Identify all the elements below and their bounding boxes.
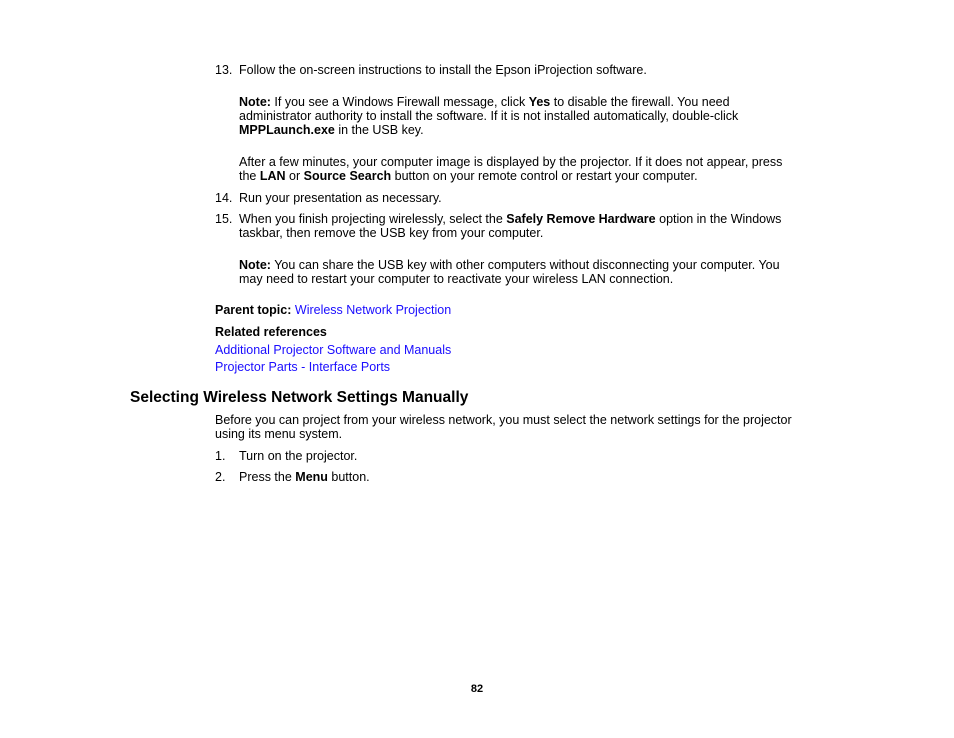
- mpplaunch-keyword: MPPLaunch.exe: [239, 123, 335, 137]
- section-step-2-number: 2.: [215, 470, 226, 484]
- parent-topic-link[interactable]: Wireless Network Projection: [294, 303, 452, 317]
- step-15-text: When you finish projecting wirelessly, select the Safely Remove Hardware option in the Windows taskbar, then remove the USB key from your computer.: [239, 212, 782, 240]
- yes-keyword: Yes: [528, 95, 551, 109]
- note-label: Note:: [239, 258, 271, 272]
- note-firewall: Note: If you see a Windows Firewall message, click Yes to disable the firewall. You need administrator authority to install the software. If it is not installed automatically, double-click MPPLaunch.exe in the USB key.: [239, 95, 739, 137]
- section-intro: Before you can project from your wireless network, you must select the network settings for the projector using its menu system.: [215, 413, 792, 441]
- step-14-number: 14.: [215, 191, 233, 205]
- related-references-heading: Related references: [215, 325, 327, 339]
- parent-topic-label: Parent topic:: [215, 303, 292, 317]
- page-number: 82: [470, 683, 484, 695]
- after-few-minutes-paragraph: After a few minutes, your computer image is displayed by the projector. If it does not appear, press the LAN or Source Search button on your remote control or restart your computer.: [239, 155, 783, 183]
- step-15-number: 15.: [215, 212, 233, 226]
- lan-keyword: LAN: [259, 169, 286, 183]
- step-14-text: Run your presentation as necessary.: [239, 191, 442, 205]
- section-step-1-number: 1.: [215, 449, 226, 463]
- step-13-number: 13.: [215, 63, 233, 77]
- section-step-2-text: Press the Menu button.: [239, 470, 370, 484]
- menu-keyword: Menu: [295, 470, 328, 484]
- source-search-keyword: Source Search: [303, 169, 392, 183]
- note-label: Note:: [239, 95, 271, 109]
- note-share-usb: Note: You can share the USB key with other computers without disconnecting your computer. You may need to restart your computer to reactivate your wireless LAN connection.: [239, 258, 780, 286]
- section-step-1-text: Turn on the projector.: [239, 449, 358, 463]
- related-link-interface-ports: Projector Parts - Interface Ports: [215, 360, 391, 374]
- section-heading: Selecting Wireless Network Settings Manually: [130, 389, 469, 406]
- safely-remove-keyword: Safely Remove Hardware: [506, 212, 656, 226]
- parent-topic: [215, 303, 830, 317]
- step-13-text: Follow the on-screen instructions to install the Epson iProjection software.: [239, 63, 647, 77]
- related-link-software-manuals: Additional Projector Software and Manuals: [215, 343, 452, 357]
